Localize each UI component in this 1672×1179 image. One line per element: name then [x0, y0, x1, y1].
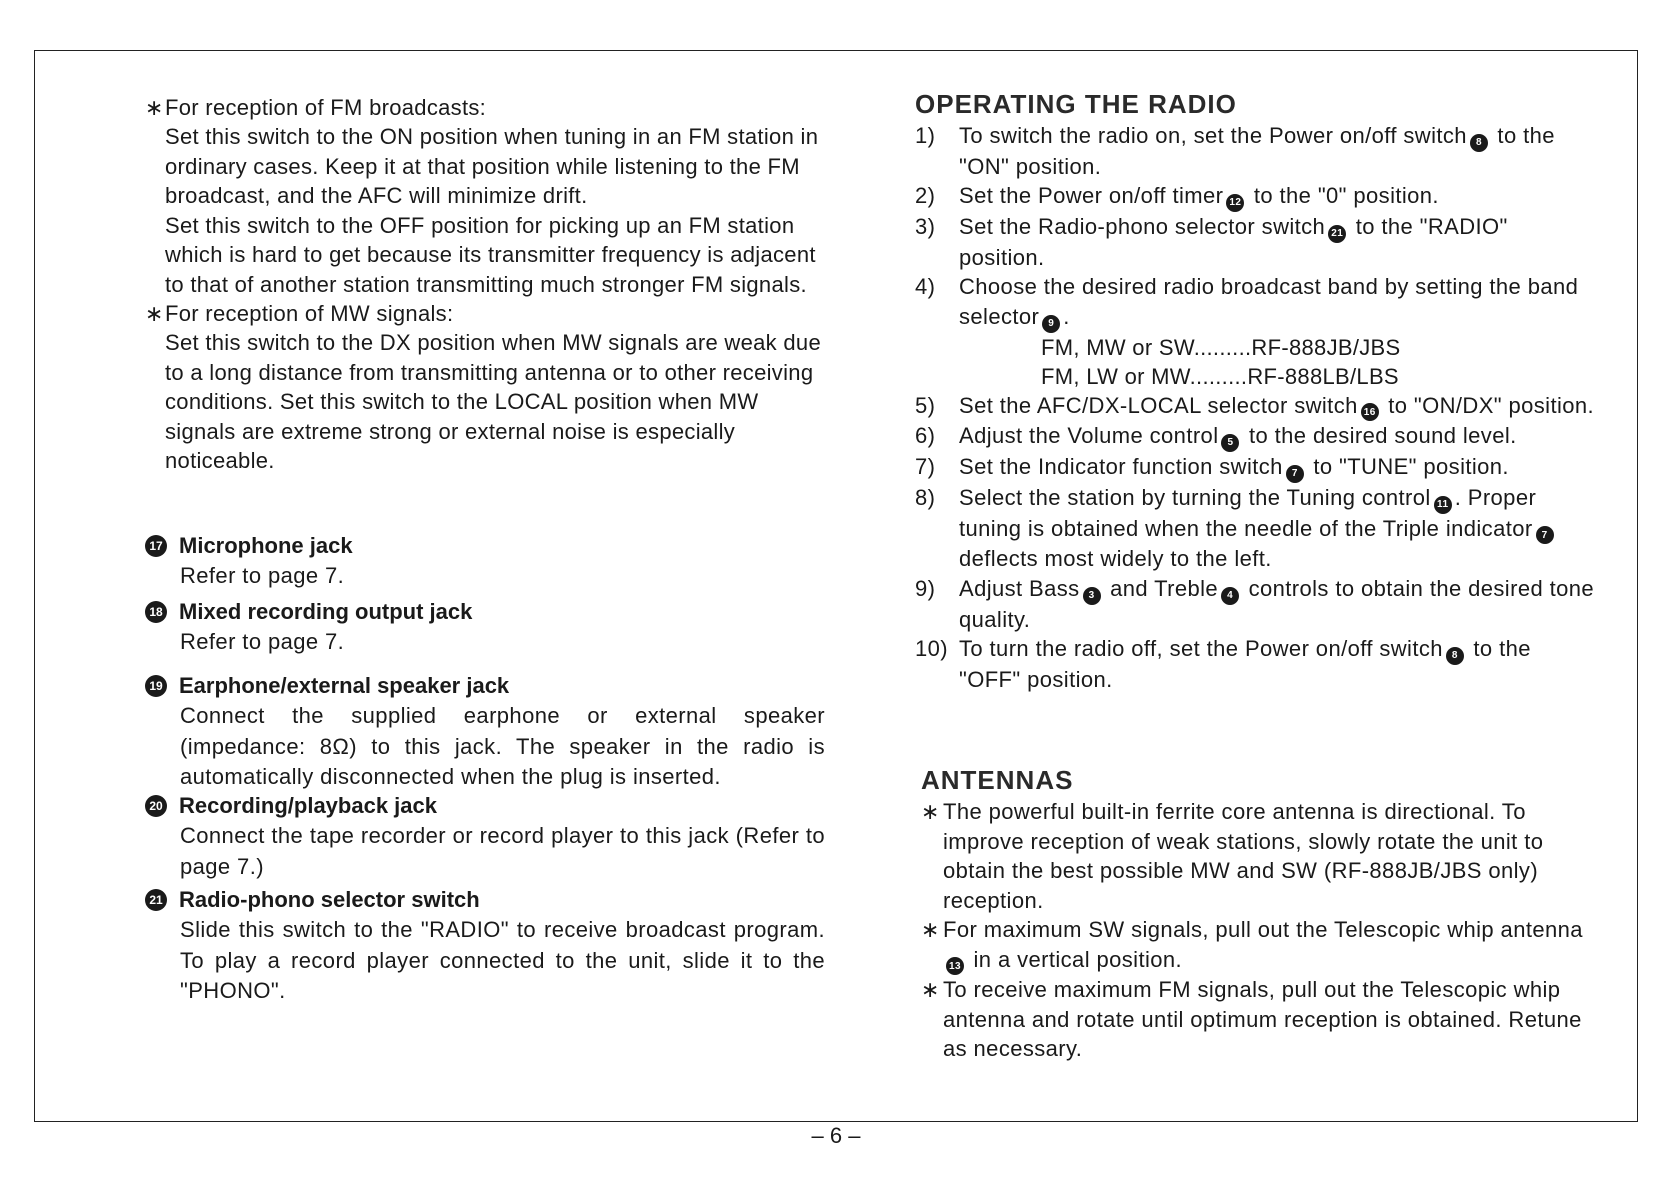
operating-heading: OPERATING THE RADIO — [915, 89, 1237, 119]
ref-21-icon: 21 — [1328, 225, 1346, 243]
ref-5-icon: 5 — [1221, 434, 1239, 452]
step-item: 4) Choose the desired radio broadcast band by setting the band selector 9 . — [915, 272, 1595, 332]
fm-paragraph-2: Set this switch to the OFF position for picking up an FM station which is hard to get because its transmitter frequency is adjacent to that of another station transmitting much stronger FM signals. — [165, 212, 816, 297]
antenna-note: ∗ To receive maximum FM signals, pull out the Telescopic whip antenna and rotate until optimum reception is obtained. Retune as necessary. — [921, 977, 1582, 1062]
item-title: Recording/playback jack — [179, 793, 437, 818]
asterisk-icon: ∗ — [145, 301, 164, 326]
item-body: Refer to page 7. — [180, 563, 345, 588]
fm-reception-label: ∗ For reception of FM broadcasts: — [145, 95, 487, 120]
antenna-note: ∗ For maximum SW signals, pull out the Telescopic whip antenna13 in a vertical position. — [921, 915, 1595, 975]
ref-3-icon: 3 — [1083, 587, 1101, 605]
step-item: 1) To switch the radio on, set the Power on/off switch 8 to the "ON" position. — [915, 123, 1555, 179]
item-earphone-speaker-jack — [145, 671, 825, 793]
item-recording-playback-jack — [145, 791, 825, 882]
page-number: – 6 – — [811, 1123, 861, 1148]
step-item: 3) Set the Radio-phono selector switch 21 to the "RADIO" position. — [915, 214, 1508, 270]
page-frame — [34, 50, 1638, 1148]
item-body: Refer to page 7. — [180, 629, 345, 654]
number-19-icon: 19 — [145, 675, 167, 697]
number-20-icon: 20 — [145, 795, 167, 817]
operating-section — [915, 87, 1595, 694]
antenna-note: ∗ The powerful built-in ferrite core antenna is directional. To improve reception of weak stations, slowly rotate the unit to obtain the best possible MW and SW (RF-888JB/JBS only) reception. — [921, 799, 1544, 913]
operating-steps — [915, 121, 1595, 694]
asterisk-icon: ∗ — [921, 917, 940, 942]
item-title: Mixed recording output jack — [179, 599, 473, 624]
ref-9-icon: 9 — [1042, 315, 1060, 333]
ref-7-icon: 7 — [1286, 465, 1304, 483]
step-item: 8) Select the station by turning the Tuning control 11 . Proper tuning is obtained when the needle of the Triple indicator 7 deflects most widely to the left. — [915, 483, 1595, 574]
model-row: FM, MW or SW.........RF-888JB/JBS — [1041, 334, 1401, 360]
antennas-heading: ANTENNAS — [921, 765, 1074, 795]
afc-notes — [145, 93, 825, 476]
item-body: Connect the tape recorder or record player to this jack (Refer to page 7.) — [180, 823, 825, 879]
ref-12-icon: 12 — [1226, 194, 1244, 212]
mw-paragraph: Set this switch to the DX position when MW signals are weak due to a long distance from transmitting antenna or to other receiving conditions. Set this switch to the LOCAL position when MW signals are extreme strong or external noise is especially noticeable. — [165, 330, 821, 473]
asterisk-icon: ∗ — [145, 95, 164, 120]
ref-8-icon: 8 — [1446, 647, 1464, 665]
step-item: 9) Adjust Bass 3 and Treble 4 controls to obtain the desired tone quality. — [915, 575, 1595, 632]
item-mixed-recording-output-jack — [145, 597, 825, 658]
ref-11-icon: 11 — [1434, 496, 1452, 514]
item-microphone-jack — [145, 531, 825, 592]
item-title: Microphone jack — [179, 533, 353, 558]
asterisk-icon: ∗ — [921, 799, 940, 824]
step-item: 5) Set the AFC/DX-LOCAL selector switch 16 to "ON/DX" position. — [915, 391, 1595, 422]
mw-reception-label: ∗ For reception of MW signals: — [145, 301, 454, 326]
ref-7-icon: 7 — [1536, 526, 1554, 544]
ref-16-icon: 16 — [1361, 403, 1379, 421]
model-list — [915, 333, 1595, 391]
ref-8-icon: 8 — [1470, 134, 1488, 152]
step-item: 6) Adjust the Volume control 5 to the desired sound level. — [915, 421, 1595, 452]
item-body: Connect the supplied earphone or external speaker (impedance: 8Ω) to this jack. The speaker in the radio is automatically disconnected when the plug is inserted. — [180, 703, 825, 789]
step-item: 7) Set the Indicator function switch 7 to "TUNE" position. — [915, 452, 1595, 483]
number-21-icon: 21 — [145, 889, 167, 911]
item-title: Radio-phono selector switch — [179, 887, 480, 912]
model-row: FM, LW or MW.........RF-888LB/LBS — [1041, 363, 1399, 389]
item-radio-phono-selector — [145, 885, 825, 1007]
antennas-section — [921, 763, 1595, 1064]
item-title: Earphone/external speaker jack — [179, 673, 510, 698]
number-17-icon: 17 — [145, 535, 167, 557]
item-body: Slide this switch to the "RADIO" to receive broadcast program. To play a record player connected to the unit, slide it to the "PHONO". — [180, 917, 825, 1003]
step-item: 10) To turn the radio off, set the Power on/off switch 8 to the "OFF" position. — [915, 636, 1531, 692]
step-item: 2) Set the Power on/off timer 12 to the "0" position. — [915, 181, 1595, 212]
ref-13-icon: 13 — [946, 957, 964, 975]
ref-4-icon: 4 — [1221, 587, 1239, 605]
fm-paragraph-1: Set this switch to the ON position when tuning in an FM station in ordinary cases. Keep it at that position while listening to the FM broadcast, and the AFC will minimize drift. — [165, 124, 819, 208]
number-18-icon: 18 — [145, 601, 167, 623]
asterisk-icon: ∗ — [921, 977, 940, 1003]
